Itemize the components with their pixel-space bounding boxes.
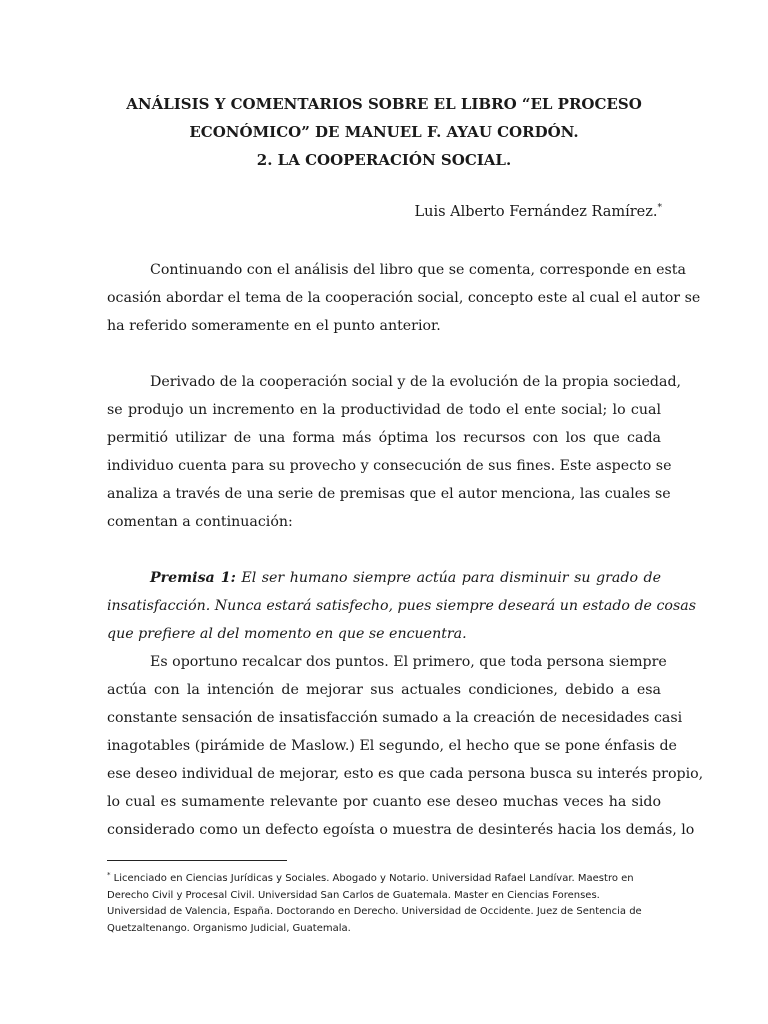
footnote-line: Quetzaltenango. Organismo Judicial, Guatemala. [107, 922, 351, 934]
paragraph-line: individuo cuenta para su provecho y consecución de sus fines. Este aspecto se [107, 458, 672, 474]
paragraph-line: Continuando con el análisis del libro que se comenta, corresponde en esta [150, 262, 686, 278]
premise-1 [107, 564, 696, 648]
premise-label: Premisa 1: [150, 570, 236, 586]
title-line-3: 2. LA COOPERACIÓN SOCIAL. [256, 151, 512, 169]
footnote-text: Licenciado en Ciencias Jurídicas y Sociales. Abogado y Notario. Universidad Rafael Landívar. Maestro en [110, 873, 634, 884]
paragraph-line: analiza a través de una serie de premisas que el autor menciona, las cuales se [107, 486, 671, 502]
paragraph-line: permitió utilizar de una forma más óptima los recursos con los que cada [107, 430, 661, 446]
footnote-mark: * [107, 871, 111, 879]
footnote [107, 867, 667, 937]
paragraph-line: ocasión abordar el tema de la cooperación social, concepto este al cual el autor se [107, 290, 701, 306]
premise-line [107, 564, 661, 592]
author-footnote-mark: * [657, 203, 662, 213]
paragraph-line: ese deseo individual de mejorar, esto es que cada persona busca su interés propio, [107, 766, 704, 782]
footnote-line [107, 867, 667, 888]
paragraph-line: inagotables (pirámide de Maslow.) El segundo, el hecho que se pone énfasis de [107, 738, 677, 754]
document-title [0, 90, 768, 174]
paragraph-line: lo cual es sumamente relevante por cuanto ese deseo muchas veces ha sido [107, 794, 661, 810]
premise-line: insatisfacción. Nunca estará satisfecho, pues siempre deseará un estado de cosas [107, 598, 696, 614]
paragraph-1 [107, 256, 701, 340]
title-line-2: ECONÓMICO” DE MANUEL F. AYAU CORDÓN. [189, 123, 579, 141]
footnote-line: Universidad de Valencia, España. Doctorando en Derecho. Universidad de Occidente. Juez de Sentencia de [107, 906, 642, 917]
paragraph-line: Derivado de la cooperación social y de la evolución de la propia sociedad, [150, 374, 682, 390]
paragraph-line: Es oportuno recalcar dos puntos. El primero, que toda persona siempre [150, 654, 667, 670]
paragraph-line: constante sensación de insatisfacción sumado a la creación de necesidades casi [107, 710, 683, 726]
paragraph-line: actúa con la intención de mejorar sus actuales condiciones, debido a esa [107, 682, 661, 698]
premise-text: El ser humano siempre actúa para disminuir su grado de [235, 570, 661, 586]
title-line-1: ANÁLISIS Y COMENTARIOS SOBRE EL LIBRO “EL PROCESO [126, 95, 642, 113]
paragraph-line: comentan a continuación: [107, 514, 293, 530]
paragraph-2 [107, 368, 682, 536]
footnote-line: Derecho Civil y Procesal Civil. Universidad San Carlos de Guatemala. Master en Ciencias Forenses. [107, 889, 600, 901]
author-name: Luis Alberto Fernández Ramírez. [414, 204, 658, 220]
paragraph-line: se produjo un incremento en la productividad de todo el ente social; lo cual [107, 402, 661, 418]
paragraph-line: considerado como un defecto egoísta o muestra de desinterés hacia los demás, lo [107, 822, 695, 838]
premise-line: que prefiere al del momento en que se encuentra. [107, 626, 467, 642]
paragraph-line: ha referido someramente en el punto anterior. [107, 318, 441, 334]
footnote-separator [107, 860, 287, 861]
author-byline [415, 203, 662, 220]
paragraph-3 [107, 648, 704, 844]
